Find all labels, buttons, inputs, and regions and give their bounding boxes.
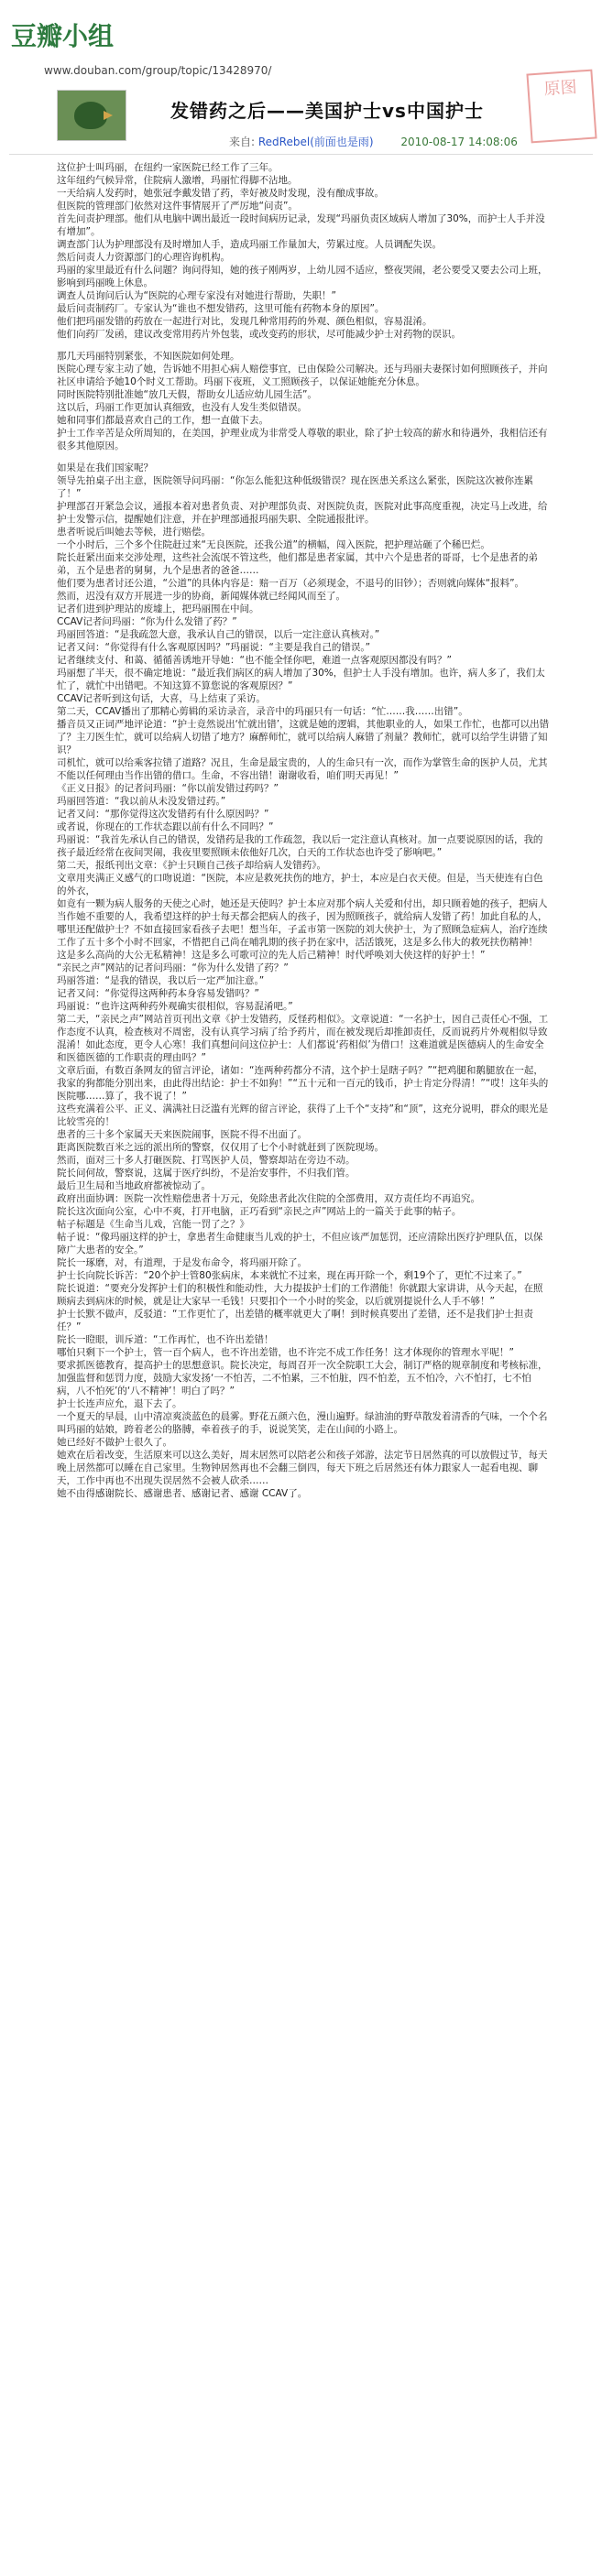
paragraph: 玛丽的家里最近有什么问题？询问得知，她的孩子刚两岁，上幼儿园不适应，整夜哭闹，老公要受又要去公司上班，影响到玛丽晚上休息。 [57, 265, 548, 288]
paragraph: 她不由得感谢院长、感谢患者、感谢记者、感谢 CCAV了。 [57, 1488, 308, 1499]
paragraph: 要求抓医德教育，提高护士的思想意识。院长决定，每周召开一次全院职工大会，制订严格的规章制度和考核标准，加强监督和惩罚力度，鼓励大家发扬‘一不怕苦，二不怕累，三不怕脏，四不怕差，五不怕冷，六不怕打，七不怕病，八不怕死’的‘八不精神’！明白了吗？” [57, 1360, 548, 1397]
paragraph: 那几天玛丽特别紧张，不知医院如何处理。 [57, 351, 240, 362]
paragraph: 最后卫生局和当地政府都被惊动了。 [57, 1180, 211, 1191]
paragraph: 这位护士叫玛丽，在纽约一家医院已经工作了三年。 [57, 162, 279, 173]
paragraph: 第二天，报纸刊出文章：《护士只顾自己孩子却给病人发错药》。 [57, 860, 326, 871]
paragraph: 帖子标题是《生命当儿戏，宫能一罚了之？》 [57, 1219, 249, 1230]
page-header [0, 0, 602, 147]
paragraph: 玛丽答道：“是我的错误，我以后一定严加注意。” [57, 975, 265, 986]
paragraph: 哪怕只剩下一个护士，管一百个病人，也不许出差错，也不许完不成工作任务！这才体现你的管理水平呢！” [57, 1347, 514, 1358]
site-logo[interactable]: 豆瓣小组 [11, 21, 115, 51]
paragraph: 他们把玛丽发错的药放在一起进行对比，发现几种常用药的外观、颜色相似，容易混淆。 [57, 316, 432, 327]
paragraph: 政府出面协调：医院一次性赔偿患者十万元，免除患者此次住院的全部费用，双方责任均不再追究。 [57, 1193, 480, 1204]
paragraph: 或者说，你现在的工作状态跟以前有什么不同吗？” [57, 821, 274, 832]
paragraph: 领导先拍桌子出主意，医院领导问玛丽：“你怎么能犯这种低级错误？现在医患关系这么紧张，医院这次被你连累了！” [57, 475, 533, 499]
paragraph: 记者又问：“你觉得这两种药本身容易发错吗？” [57, 988, 259, 999]
header-divider [9, 154, 593, 155]
paragraph: 第二天，CCAV播出了那精心剪辑的采访录音，录音中的玛丽只有一句话：“忙……我……出错”。 [57, 706, 468, 717]
paragraph: 这年纽约气候异常，住院病人激增，玛丽忙得脚不沾地。 [57, 175, 298, 186]
bird-icon [74, 102, 107, 129]
paragraph: 玛丽说：“我首先承认自己的错误，发错药是我的工作疏忽，我以后一定注意认真核对。加一点要说原因的话，我的孩子最近经常在夜间哭闹，我夜里要照顾未依他好几次，白天的工作状态也许受了影响吧。” [57, 834, 543, 858]
paragraph: 医院心理专家主动了她，告诉她不用担心病人赔偿事宜，已由保险公司解决。还与玛丽夫妻探讨如何照顾孩子，并向社区申请给予她10个时义工帮助。玛丽下夜班，义工照顾孩子，以保证她能充分休息。 [57, 364, 548, 387]
paragraph: 她和同事们都最喜欢自己的工作，想一直做下去。 [57, 415, 268, 426]
paragraph: 他们向药厂发函，建议改变常用药片外包装，或改变药的形状，尽可能减少护士对药物的误识。 [57, 329, 461, 340]
paragraph: 一个夏天的早晨，山中清凉爽淡蓝色的晨雾。野花五颜六色，漫山遍野。绿油油的野草散发着清香的气味，一个个名叫玛丽的姑娘，跨着老公的胳膊，牵着孩子的手，说说笑笑，走在山间的小路上。 [57, 1411, 548, 1435]
meta-prefix: 来自: [229, 136, 256, 148]
url-prefix: www.douban.com/group/topic/ [44, 64, 213, 77]
post-title: 发错药之后——美国护士vs中国护士 [170, 100, 484, 122]
paragraph: 一个小时后，三个多个住院赶过来“无良医院，还我公道”的横幅，闯入医院，把护理站砸了个稀巴烂。 [57, 539, 490, 550]
paragraph: 如果是在我们国家呢？ [57, 462, 153, 473]
paragraph: 调查人员询问后认为“医院的心理专家没有对她进行帮助，失职！” [57, 290, 336, 301]
beak-icon [104, 111, 113, 120]
paragraph: 这是多么高尚的大公无私精神！这是多么可歌可泣的先人后己精神！时代呼唤刘大侠这样的好护士！” [57, 950, 486, 961]
paragraph: 播音员又正词严地评论道：“护士竟然说出‘忙就出错’，这就是她的逻辑，其他职业的人，如果工作忙，也都可以出错了？主刀医生忙，就可以给病人切错了地方？麻醉师忙，就可以给病人麻错了剂量？教师忙，就可以给学生讲错了知识？ [57, 719, 550, 755]
paragraph: 《正义日报》的记者问玛丽：“你以前发错过药吗？” [57, 783, 279, 794]
spacer [57, 341, 550, 350]
paragraph: 调查部门认为护理部没有及时增加人手，造成玛丽工作量加大，劳累过度。人员调配失误。 [57, 239, 442, 250]
paragraph: 院长说道：“要充分发挥护士们的积极性和能动性，大力提拔护士们的工作潜能！你就跟大家讲讲，从今天起，在照顾病去到病床的时候，就是让大家早一毛钱！只要扣个一个小时的奖金，以后就别提说什么人手不够！” [57, 1283, 543, 1307]
paragraph: 记者又问：“你觉得有什么客观原因吗？”玛丽说：“主要是我自己的错误。” [57, 642, 371, 653]
paragraph: 院长问何故，警察说，这属于医疗纠纷，不是治安事件，不归我们管。 [57, 1168, 356, 1179]
paragraph: 玛丽想了半天，很不确定地说：“最近我们病区的病人增加了30%，但护士人手没有增加。也许，病人多了，我们太忙了，就忙中出错吧。不知这算不算您说的客观原因？” [57, 668, 545, 691]
post-date: 2010-08-17 14:08:06 [400, 136, 518, 148]
paragraph: 同时医院特别批准她“放几天假，帮助女儿适应幼儿园生活”。 [57, 389, 317, 400]
paragraph: 院长这次面向公室，心中不爽，打开电脑，正巧看到“亲民之声”网站上的一篇关于此事的帖子。 [57, 1206, 462, 1217]
url-id: 13428970/ [212, 64, 272, 77]
paragraph: 玛丽回答道：“是我疏忽大意，我承认自己的错误，以后一定注意认真核对。” [57, 629, 380, 640]
paragraph: 玛丽回答道：“我以前从未没发错过药。” [57, 796, 226, 807]
paragraph: 文章后面，有数百条网友的留言评论，诸如：“连两种药都分不清，这个护士是瞎子吗？”“把鸡腿和鹅腿放在一起，我家的狗都能分别出来，由此得出结论：护士不如狗！”“五十元和一百元的钱币，护士肯定分得清！”“哎！这年头的医院哪……算了，我不说了！” [57, 1065, 549, 1102]
paragraph: 患者听说后叫她去等候，进行赔偿。 [57, 527, 211, 538]
paragraph: 他们要为患者讨还公道，“公道”的具体内容是：赔一百万（必须现金，不退号的旧钞）；否则就向媒体“报料”。 [57, 578, 525, 589]
paragraph: 最后问责制药厂。专家认为“谁也不想发错药，这里可能有药物本身的原因”。 [57, 303, 385, 314]
paragraph: 玛丽说：“也许这两种药外观确实很相似，容易混淆吧。” [57, 1001, 293, 1012]
paragraph: 患者的三十多个家属天天来医院闹事，医院不得不出面了。 [57, 1129, 307, 1140]
paragraph: 如竟有一颗为病人服务的天使之心时，她还是天使吗？护士本应对那个病人关爱和付出，却只顾着她的孩子，把病人当作她不重要的人，我希望这样的护士每天都会把病人的孩子，因为照顾孩子，就给病人发错了药！加此自私的人，哪里还配做护士？不如直接回家看孩子去吧！想当年，子孟市第一医院的刘大侠护士，为了照顾急症病人，治疗连续工作了五十多个小时不回家，不惜把自己尚在哺乳期的孩子扔在家中，活活饿死，这是多么伟大的救死扶伤精神！ [57, 898, 548, 948]
paragraph: 记者继续支付、和蔼、循循善诱地开导她：“也不能全怪你吧，难道一点客观原因都没有吗？” [57, 655, 452, 666]
paragraph: 护理部召开紧急会议，通报本着对患者负责、对护理部负责、对医院负责，医院对此事高度重视，决定马上改进，给护士发警示信，提醒她们注意，并在护理部通报玛丽失职、全院通报批评。 [57, 501, 548, 525]
paragraph: 第二天，“亲民之声”网站首页刊出文章《护士发错药，反怪药相似》。文章说道：“一名护士，因自己责任心不强，工作态度不认真，检查核对不周密，没有认真学习病了给予药片，而在被发现后却推卸责任，反而说药片外观相似导致混淆！如此态度，更令人心寒！我们真想问问这位护士：人们都说‘药相似’为借口！这难道就是医德病人的生命安全和医德医德的工作职责的理由吗？” [57, 1014, 549, 1063]
post-meta [229, 134, 518, 149]
stamp-seal: 原图 [526, 70, 597, 144]
paragraph: 记者又问：“那你觉得这次发错药有什么原因吗？” [57, 809, 269, 820]
paragraph: CCAV记者听到这句话，大喜，马上结束了采访。 [57, 693, 266, 704]
paragraph: 距离医院数百米之远的派出所的警察，仅仅用了七个小时就赶到了医院现场。 [57, 1142, 384, 1153]
paragraph: 一天给病人发药时，她张冠李戴发错了药，幸好被及时发现，没有酿成事故。 [57, 188, 384, 199]
paragraph: 护士长连声应允，退下去了。 [57, 1398, 182, 1409]
url-bar [44, 64, 271, 77]
paragraph: 院长一瞪眼，训斥道：“工作再忙，也不许出差错！ [57, 1334, 274, 1345]
paragraph: 然而，迟没有双方开展进一步的协商，新闻媒体就已经闻风而至了。 [57, 591, 345, 602]
paragraph: 她欢在后着改变，生活原来可以这么美好，周末居然可以陪老公和孩子郊游，法定节日居然真的可以放假过节，每天晚上居然都可以睡在自己家里。生物钟居然再也不会翻三倒四，每天下班之后居然还有体力跟家人一起看电视、聊天，工作中再也不出现失误居然不会被人砍杀…… [57, 1450, 548, 1486]
paragraph: 她已经好不做护士很久了。 [57, 1437, 172, 1448]
paragraph: 院长赶紧出面来交涉处理，这些社会流氓不管这些，他们都是患者家属，其中六个是患者的哥哥，七个是患者的弟弟，五个是患者的舅舅，九个是患者的爸爸…… [57, 552, 538, 576]
paragraph: 司机忙，就可以给乘客拉错了道路？况且，生命是最宝贵的，人的生命只有一次，而作为掌管生命的医护人员，尤其不能以任何理由当作出错的借口。生命，不容出错！谢谢收看，咱们明天再见！” [57, 757, 548, 781]
paragraph: 记者们进到护理站的废墟上，把玛丽围在中间。 [57, 603, 259, 614]
paragraph: 这些充满着公平、正义、满满社日泛滥有光辉的留言评论，获得了上千个“支持”和“顶”，这充分说明，群众的眼光是比较雪亮的！ [57, 1103, 549, 1127]
paragraph: 护士长向院长诉苦：“20个护士管80张病床，本来就忙不过来，现在再开除一个，剩19个了，更忙不过来了。” [57, 1270, 522, 1281]
paragraph: 然后问责人力资源部门的心理咨询机构。 [57, 252, 230, 263]
paragraph: 护士长默不做声，反驳道：“工作更忙了，出差错的概率就更大了啊！到时候真要出了差错，还不是我们护士担责任？” [57, 1309, 533, 1332]
paragraph: 然而，面对三十多人打砸医院、打骂医护人员，警察却站在旁边不动。 [57, 1155, 356, 1166]
paragraph: CCAV记者问玛丽：“你为什么发错了药？” [57, 616, 237, 627]
post-body [57, 161, 550, 1500]
paragraph: 首先问责护理部。他们从电脑中调出最近一段时间病历记录，发现“玛丽负责区域病人增加了30%，而护士人手并没有增加”。 [57, 213, 545, 237]
paragraph: 院长一琢磨，对，有道理，于是发布命令，将玛丽开除了。 [57, 1257, 307, 1268]
paragraph: 这以后，玛丽工作更加认真细致，也没有人发生类似错误。 [57, 402, 307, 413]
author-link[interactable]: RedRebel(前面也是雨) [257, 136, 374, 148]
paragraph: 但医院的管理部门依然对这件事情展开了严厉地“问责”。 [57, 201, 298, 212]
paragraph: 文章用夹满正义感气的口吻说道：“医院，本应是救死扶伤的地方，护士，本应是白衣天使。但是，当天使连有白色的外衣， [57, 873, 543, 897]
paragraph: “亲民之声”网站的记者问玛丽：“你为什么发错了药？” [57, 962, 289, 973]
spacer [57, 452, 550, 462]
paragraph: 护士工作辛苦是众所周知的，在美国，护理业成为非常受人尊敬的职业，除了护士较高的薪水和待遇外，我相信还有很多其他原因。 [57, 428, 548, 451]
author-avatar[interactable] [57, 90, 126, 141]
paragraph: 帖子说：“像玛丽这样的护士，拿患者生命健康当儿戏的护士，不但应该严加惩罚，还应清除出医疗护理队伍，以保障广大患者的安全。” [57, 1232, 543, 1255]
